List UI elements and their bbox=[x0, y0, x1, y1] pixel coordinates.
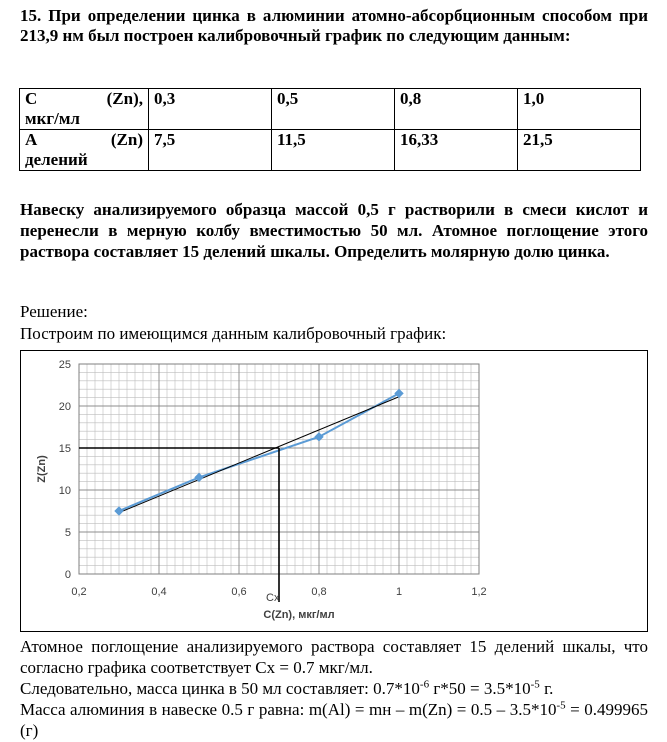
calibration-chart bbox=[20, 350, 648, 632]
table-cell: 7,5 bbox=[149, 130, 272, 171]
data-point bbox=[395, 389, 403, 397]
table-row bbox=[20, 130, 641, 171]
problem-number: 15. bbox=[20, 6, 42, 25]
solution-intro: Построим по имеющимся данным калибровочный график: bbox=[20, 324, 447, 343]
problem-conditions: Навеску анализируемого образца массой 0,5 г растворили в смеси кислот и перенесли в мерную колбу вместимостью 50 мл. Атомное поглощение этого раствора составляет 15 делений шкалы. Определить молярную долю цинка. bbox=[20, 200, 648, 261]
x-tick-label: 0,6 bbox=[231, 586, 247, 598]
x-axis-label: C(Zn), мкг/мл bbox=[263, 609, 335, 621]
series-line bbox=[119, 393, 399, 511]
solution-text bbox=[20, 636, 648, 741]
y-axis-label: Z(Zn) bbox=[36, 455, 48, 483]
x-tick-label: 0,4 bbox=[151, 586, 167, 598]
y-tick-label: 20 bbox=[58, 401, 71, 413]
table-row bbox=[20, 89, 641, 130]
y-tick-label: 10 bbox=[58, 485, 71, 497]
table-cell: 21,5 bbox=[518, 130, 641, 171]
solution-line: Масса алюминия в навеске 0.5 г равна: m(Al) = mн – $m(Zn) = 0.5 - 3.5*10^{-5} = 0.499965$ (г) bbox=[20, 699, 649, 740]
table-cell: 0,5 bbox=[272, 89, 395, 130]
y-tick-label: 5 bbox=[64, 527, 71, 539]
table-row-label: С (Zn), мкг/мл bbox=[20, 89, 149, 130]
solution-line: Следовательно, масса цинка в 50 мл составляет: $0.7*10^{-6}$ $г*50 = 3.5*10^{-5}$ г. bbox=[20, 678, 554, 698]
table-cell: 11,5 bbox=[272, 130, 395, 171]
table-cell: 1,0 bbox=[518, 89, 641, 130]
calibration-table bbox=[19, 88, 641, 171]
problem-text: При определении цинка в алюминии атомно-абсорбционным способом при 213,9 нм был построен калибровочный график по следующим данным: bbox=[20, 6, 648, 45]
chart-svg bbox=[20, 350, 648, 632]
x-tick-label: 0,2 bbox=[71, 586, 87, 598]
x-tick-label: 0,8 bbox=[311, 586, 327, 598]
data-point bbox=[115, 507, 123, 515]
y-tick-label: 0 bbox=[64, 569, 71, 581]
problem-statement bbox=[20, 6, 648, 46]
table-cell: 0,8 bbox=[395, 89, 518, 130]
solution-label: Решение: bbox=[20, 302, 88, 321]
table-row-label: А (Zn) делений bbox=[20, 130, 149, 171]
solution-line: Атомное поглощение анализируемого раствора составляет 15 делений шкалы, что согласно графика соответствует Сх = 0.7 мкг/мл. bbox=[20, 637, 648, 677]
y-tick-label: 15 bbox=[58, 443, 71, 455]
annotation-label: Cx bbox=[266, 592, 280, 604]
table-cell: 16,33 bbox=[395, 130, 518, 171]
y-tick-label: 25 bbox=[58, 359, 71, 371]
x-tick-label: 1 bbox=[395, 586, 403, 598]
table-cell: 0,3 bbox=[149, 89, 272, 130]
x-tick-label: 1,2 bbox=[471, 586, 487, 598]
